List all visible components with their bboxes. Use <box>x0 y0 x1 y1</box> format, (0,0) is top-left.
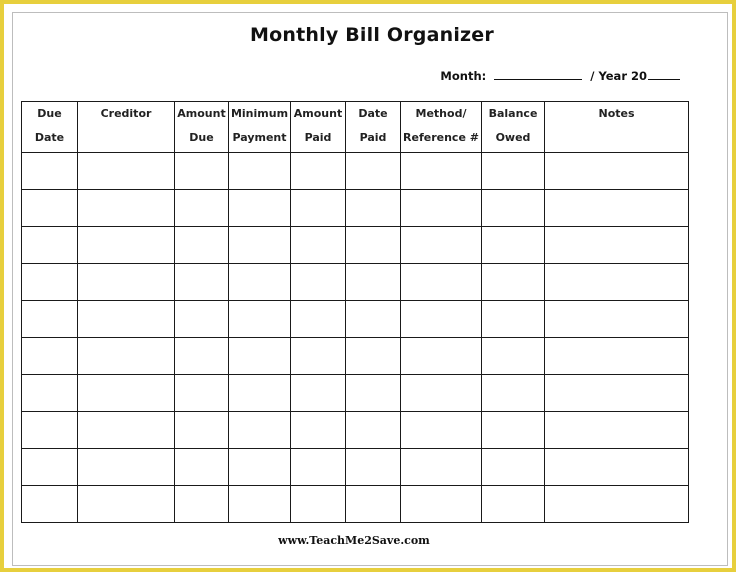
table-cell[interactable] <box>22 301 78 338</box>
month-label: Month: <box>440 69 487 83</box>
table-cell[interactable] <box>346 153 401 190</box>
table-cell[interactable] <box>291 486 346 523</box>
table-cell[interactable] <box>22 486 78 523</box>
table-row <box>22 264 689 301</box>
table-cell[interactable] <box>78 486 175 523</box>
table-cell[interactable] <box>401 486 482 523</box>
table-cell[interactable] <box>482 375 545 412</box>
table-cell[interactable] <box>22 412 78 449</box>
table-cell[interactable] <box>22 190 78 227</box>
column-header-line: Payment <box>232 131 287 144</box>
month-year-line <box>440 68 680 83</box>
table-cell[interactable] <box>482 449 545 486</box>
page-title: Monthly Bill Organizer <box>250 24 494 46</box>
bill-table <box>21 101 689 523</box>
table-cell[interactable] <box>229 412 291 449</box>
table-cell[interactable] <box>291 264 346 301</box>
table-cell[interactable] <box>175 375 229 412</box>
table-row <box>22 190 689 227</box>
table-cell[interactable] <box>401 153 482 190</box>
table-cell[interactable] <box>346 264 401 301</box>
table-cell[interactable] <box>346 190 401 227</box>
table-cell[interactable] <box>401 449 482 486</box>
table-cell[interactable] <box>291 449 346 486</box>
table-cell[interactable] <box>229 264 291 301</box>
table-row <box>22 301 689 338</box>
table-cell[interactable] <box>175 153 229 190</box>
table-cell[interactable] <box>291 227 346 264</box>
table-cell[interactable] <box>401 227 482 264</box>
table-cell[interactable] <box>401 375 482 412</box>
table-cell[interactable] <box>346 449 401 486</box>
column-header-line: Notes <box>598 107 635 120</box>
table-body <box>22 153 689 523</box>
column-header-line: Paid <box>304 131 332 144</box>
table-cell[interactable] <box>229 486 291 523</box>
table-cell[interactable] <box>346 301 401 338</box>
table-cell[interactable] <box>346 375 401 412</box>
column-header-date-paid <box>346 102 401 153</box>
column-header-line: Date <box>358 107 388 120</box>
table-cell[interactable] <box>229 338 291 375</box>
column-header-notes <box>545 102 689 153</box>
table-cell[interactable] <box>545 486 689 523</box>
column-header-line: Due Date <box>34 107 65 144</box>
column-header-balance-owed <box>482 102 545 153</box>
table-cell[interactable] <box>482 486 545 523</box>
column-header-line: Amount <box>177 107 226 120</box>
table-cell[interactable] <box>482 153 545 190</box>
table-cell[interactable] <box>291 190 346 227</box>
table-cell[interactable] <box>78 449 175 486</box>
column-header-amount-due <box>175 102 229 153</box>
table-cell[interactable] <box>229 301 291 338</box>
table-cell[interactable] <box>291 338 346 375</box>
table-cell[interactable] <box>545 338 689 375</box>
table-cell[interactable] <box>175 412 229 449</box>
table-cell[interactable] <box>482 301 545 338</box>
column-header-line: Creditor <box>100 107 152 120</box>
table-cell[interactable] <box>175 449 229 486</box>
year-label: / Year 20 <box>590 69 647 83</box>
table-cell[interactable] <box>229 449 291 486</box>
table-cell[interactable] <box>78 375 175 412</box>
table-cell[interactable] <box>175 227 229 264</box>
table-cell[interactable] <box>401 190 482 227</box>
column-header-line: Balance <box>488 107 538 120</box>
table-cell[interactable] <box>22 449 78 486</box>
column-header-line: Owed <box>495 131 531 144</box>
table-cell[interactable] <box>229 153 291 190</box>
table-cell[interactable] <box>346 227 401 264</box>
table-cell[interactable] <box>175 338 229 375</box>
column-header-minimum-payment <box>229 102 291 153</box>
table-cell[interactable] <box>78 412 175 449</box>
table-cell[interactable] <box>346 412 401 449</box>
table-cell[interactable] <box>22 227 78 264</box>
column-header-line: Reference # <box>403 131 479 144</box>
table-cell[interactable] <box>401 301 482 338</box>
column-header-amount-paid <box>291 102 346 153</box>
table-cell[interactable] <box>401 338 482 375</box>
table-row <box>22 153 689 190</box>
table-cell[interactable] <box>545 301 689 338</box>
month-blank-field[interactable] <box>494 68 582 80</box>
table-cell[interactable] <box>22 375 78 412</box>
table-cell[interactable] <box>545 190 689 227</box>
column-header-line: Amount <box>293 107 343 120</box>
table-cell[interactable] <box>482 264 545 301</box>
column-header-creditor <box>78 102 175 153</box>
table-cell[interactable] <box>545 412 689 449</box>
year-blank-field[interactable] <box>648 68 680 80</box>
table-row <box>22 227 689 264</box>
table-cell[interactable] <box>78 190 175 227</box>
table-cell[interactable] <box>291 301 346 338</box>
table-cell[interactable] <box>545 153 689 190</box>
column-header-line: Due <box>189 131 214 144</box>
table-cell[interactable] <box>291 375 346 412</box>
column-header-line: Method/ <box>415 107 467 120</box>
table-cell[interactable] <box>401 412 482 449</box>
column-header-line: Paid <box>359 131 387 144</box>
table-cell[interactable] <box>229 375 291 412</box>
table-cell[interactable] <box>175 190 229 227</box>
table-cell[interactable] <box>482 190 545 227</box>
table-row <box>22 486 689 523</box>
table-cell[interactable] <box>545 449 689 486</box>
table-cell[interactable] <box>545 264 689 301</box>
table-cell[interactable] <box>78 227 175 264</box>
footer-website: www.TeachMe2Save.com <box>278 534 430 547</box>
table-cell[interactable] <box>482 227 545 264</box>
table-cell[interactable] <box>22 338 78 375</box>
table-cell[interactable] <box>482 412 545 449</box>
table-cell[interactable] <box>346 486 401 523</box>
table-row <box>22 338 689 375</box>
table-row <box>22 412 689 449</box>
table-cell[interactable] <box>78 153 175 190</box>
table-cell[interactable] <box>229 227 291 264</box>
table-cell[interactable] <box>229 190 291 227</box>
table-cell[interactable] <box>291 412 346 449</box>
table-cell[interactable] <box>482 338 545 375</box>
table-cell[interactable] <box>78 301 175 338</box>
table-cell[interactable] <box>175 301 229 338</box>
table-cell[interactable] <box>291 153 346 190</box>
table-cell[interactable] <box>22 153 78 190</box>
column-header-due-date <box>22 102 78 153</box>
table-cell[interactable] <box>346 338 401 375</box>
table-cell[interactable] <box>175 486 229 523</box>
table-cell[interactable] <box>545 227 689 264</box>
table-header-row <box>22 102 689 153</box>
table-row <box>22 449 689 486</box>
table-cell[interactable] <box>78 264 175 301</box>
table-cell[interactable] <box>22 264 78 301</box>
column-header-method-reference <box>401 102 482 153</box>
table-cell[interactable] <box>78 338 175 375</box>
table-row <box>22 375 689 412</box>
table-cell[interactable] <box>401 264 482 301</box>
table-cell[interactable] <box>545 375 689 412</box>
table-cell[interactable] <box>175 264 229 301</box>
column-header-line: Minimum <box>230 107 289 120</box>
